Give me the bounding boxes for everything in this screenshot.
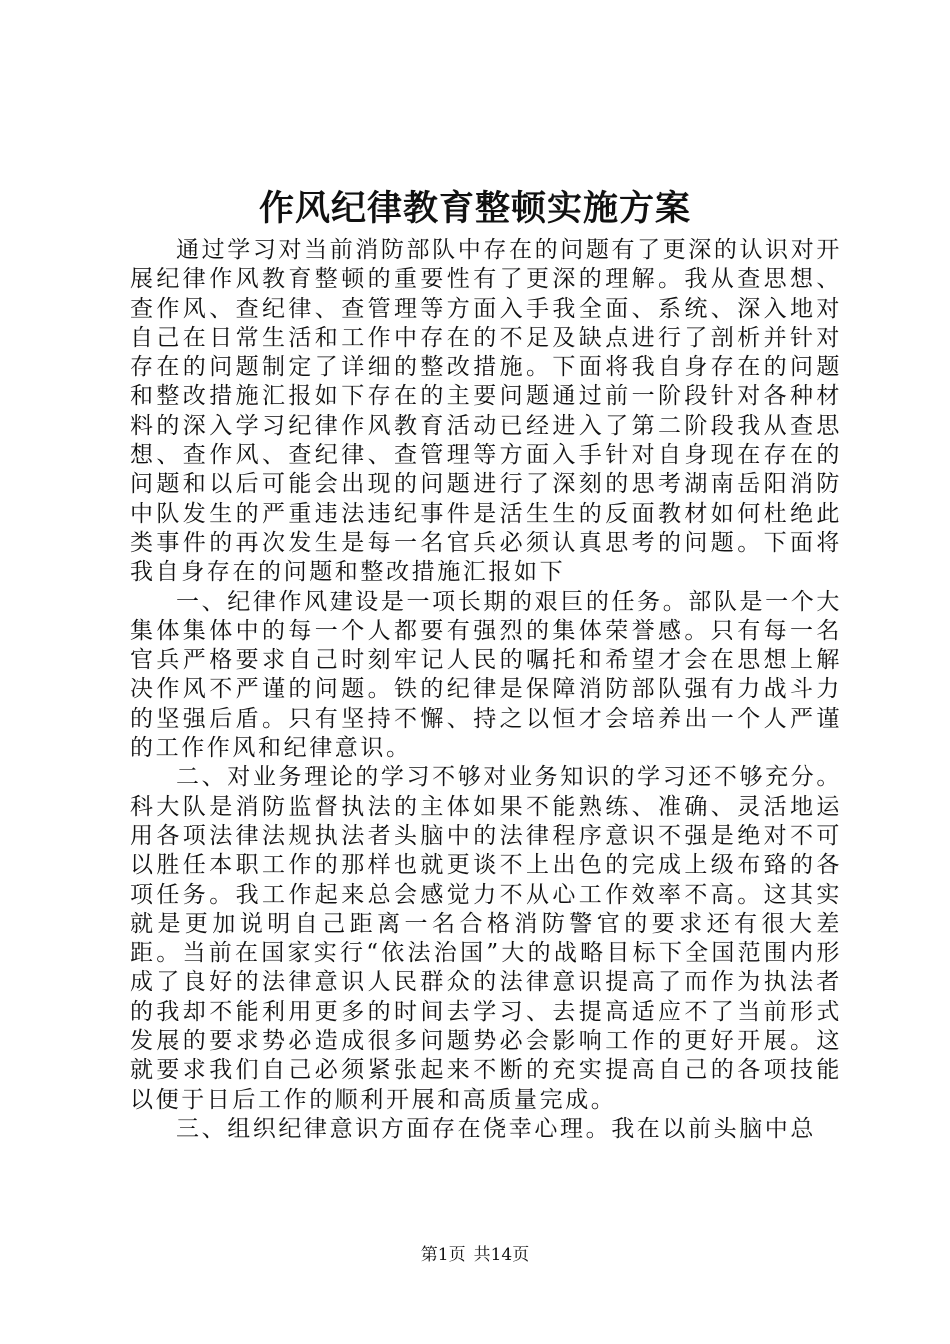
paragraph-two: 二、对业务理论的学习不够对业务知识的学习还不够充分。科大队是消防监督执法的主体如果不能熟练、准确、灵活地运用各项法律法规执法者头脑中的法律程序意识不强是绝对不可以胜任本职工作的那样也就更谈不上出色的完成上级布臵的各项任务。我工作起来总会感觉力不从心工作效率不高。这其实就是更加说明自己距离一名合格消防警官的要求还有很大差距。当前在国家实行“依法治国”大的战略目标下全国范围内形成了良好的法律意识人民群众的法律意识提高了而作为执法者的我却不能利用更多的时间去学习、去提高适应不了当前形式发展的要求势必造成很多问题势必会影响工作的更好开展。这就要求我们自己必须紧张起来不断的充实提高自己的各项技能以便于日后工作的顺利开展和高质量完成。: [130, 764, 842, 1113]
page-total: 共14页: [473, 1245, 530, 1265]
page-footer: [0, 1243, 950, 1267]
document-body: [130, 236, 842, 1144]
paragraph-one: 一、纪律作风建设是一项长期的艰巨的任务。部队是一个大集体集体中的每一个人都要有强烈的集体荣誉感。只有每一名官兵严格要求自己时刻牢记人民的嘱托和希望才会在思想上解决作风不严谨的问题。铁的纪律是保障消防部队强有力战斗力的坚强后盾。只有坚持不懈、持之以恒才会培养出一个人严谨的工作作风和纪律意识。: [130, 588, 842, 762]
paragraph-three: 三、组织纪律意识方面存在侥幸心理。我在以前头脑中总: [176, 1115, 816, 1142]
page-number: 第1页: [420, 1245, 466, 1265]
paragraph-intro: 通过学习对当前消防部队中存在的问题有了更深的认识对开展纪律作风教育整顿的重要性有了更深的理解。我从查思想、查作风、查纪律、查管理等方面入手我全面、系统、深入地对自己在日常生活和工作中存在的不足及缺点进行了剖析并针对存在的问题制定了详细的整改措施。下面将我自身存在的问题和整改措施汇报如下存在的主要问题通过前一阶段针对各种材料的深入学习纪律作风教育活动已经进入了第二阶段我从查思想、查作风、查纪律、查管理等方面入手针对自身现在存在的问题和以后可能会出现的问题进行了深刻的思考湖南岳阳消防中队发生的严重违法违纪事件是活生生的反面教材如何杜绝此类事件的再次发生是每一名官兵必须认真思考的问题。下面将我自身存在的问题和整改措施汇报如下: [130, 237, 842, 586]
document-title: 作风纪律教育整顿实施方案: [258, 188, 691, 229]
